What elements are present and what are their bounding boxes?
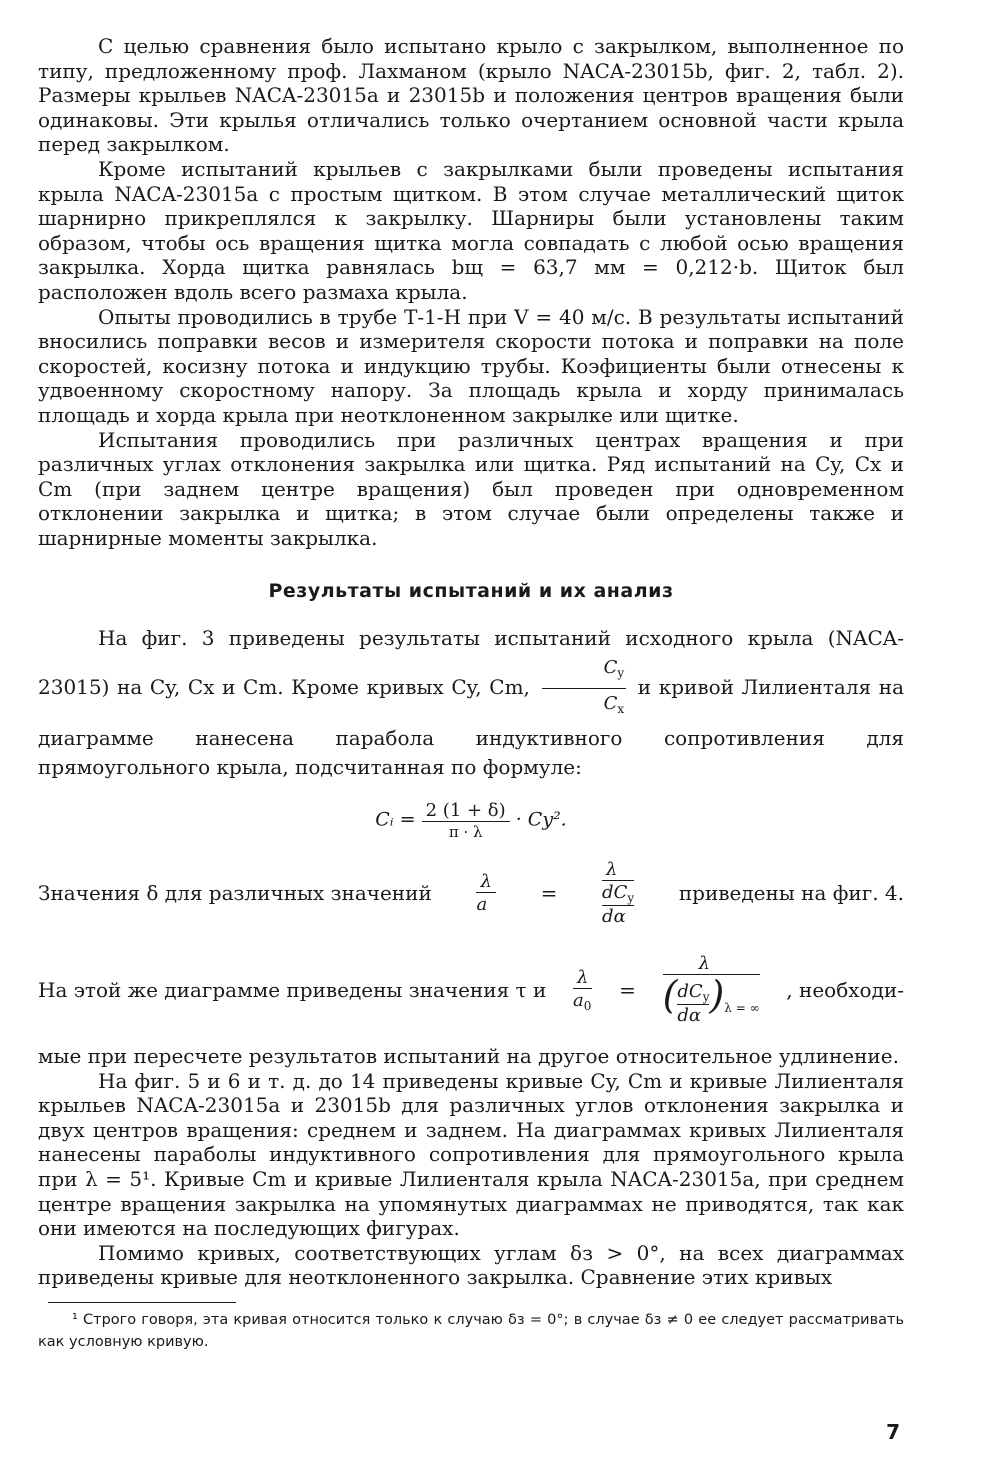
footnote-divider (48, 1302, 236, 1303)
paragraph-tunnel-tests: Опыты проводились в трубе Т-1-Н при V = 40 м/с. В результаты испытаний вносились поправки весов и измерителя скорости потока и поправки на поле скоростей, косизну потока и индукцию трубы. Коэфициенты были отнесены к удвоенному скоростному напору. За площадь крыла и хорду принималась площадь и хорда крыла при неотклоненном закрылке или щитке. (38, 304, 904, 427)
paragraph-flap-tests: Кроме испытаний крыльев с закрылками были проведены испытания крыла NACA-23015a с простым щитком. В этом случае металлический щиток шарнирно прикреплялся к закрылку. Шарниры были установлены таким образом, чтобы ось вращения щитка могла совпадать с любой осью вращения закрылка. Хорда щитка равнялась bщ = 63,7 мм = 0,212·b. Щиток был расположен вдоль всего размаха крыла. (38, 156, 904, 304)
lambda-over-dcy-fraction: λ $dC_y$ dα (602, 859, 635, 928)
section-heading: Результаты испытаний и их анализ (268, 580, 674, 603)
formula-denominator: π · λ (448, 823, 483, 842)
tau-values-line (38, 953, 904, 1026)
delta-line-right: приведены на фиг. 4. (678, 881, 904, 906)
paragraph-comparison: Помимо кривых, соответствующих углам δз > 0°, на всех диаграммах приведены кривые для неотклоненного закрылка. Сравнение этих кривых (38, 1240, 904, 1290)
paragraph-fig5-14: На фиг. 5 и 6 и т. д. до 14 приведены кривые Cy, Cm и кривые Лилиенталя крыльев NACA-23015a и 23015b для различных углов отклонения закрылка и двух центров вращения: среднем и заднем. На диаграммах кривых Лилиенталя нанесены параболы индуктивного сопротивления для прямоугольного крыла при λ = 5¹. Кривые Cm и кривые Лилиенталя крыла NACA-23015a, при среднем центре вращения закрылка на упомянутых диаграммах не приводятся, так как они имеются на последующих фигурах. (38, 1068, 904, 1241)
tau-line-left: На этой же диаграмме приведены значения τ и (38, 977, 547, 1002)
equals-sign: = (540, 881, 558, 906)
formula-lhs: Cᵢ = (375, 808, 416, 831)
equals-sign: = (619, 977, 636, 1002)
delta-values-line (38, 859, 904, 927)
paragraph-rotation-centers: Испытания проводились при различных центрах вращения и при различных углах отклонения закрылка или щитка. Ряд испытаний на Cy, Cx и Cm (при заднем центре вращения) был проведен при одновременном отклонении закрылка и щитка; в этом случае были определены также и шарнирные моменты закрылка. (38, 427, 904, 550)
paragraph-recalc: мые при пересчете результатов испытаний на другое относительное удлинение. (38, 1043, 899, 1068)
formula-numerator: 2 (1 + δ) (422, 800, 510, 822)
tau-line-right: , необходи- (786, 977, 904, 1002)
footnote: ¹ Строго говоря, эта кривая относится только к случаю δз = 0°; в случае δз ≠ 0 ее следует рассматривать как условную кривую. (38, 1311, 904, 1350)
cy-over-cx-fraction: $\frac{C_y}{C_x}$ (542, 653, 627, 724)
paragraph-wing-comparison: С целью сравнения было испытано крыло с закрылком, выполненное по типу, предложенному проф. Лахманом (крыло NACA-23015b, фиг. 2, табл. 2). Размеры крыльев NACA-23015a и 23015b и положения центров вращения были одинаковы. Эти крылья отличались только очертанием основной части крыла перед закрылком. (38, 34, 904, 157)
paragraph-fig3-part-a: На фиг. 3 приведены результаты испытаний исходного крыла (NACA-23015) на Cy, Cx и Cm. Кроме кривых Cy, Cm, (38, 626, 904, 700)
page-number: 7 (886, 1420, 900, 1444)
lambda-over-a0-fraction: $\frac{\lambda}{a_0}$ (573, 966, 592, 1013)
formula-fraction (422, 800, 510, 841)
paragraph-fig3 (38, 624, 904, 782)
lambda-over-a-fraction: $\frac{\lambda}{a}$ (476, 871, 495, 915)
induced-drag-formula (38, 800, 904, 841)
formula-rhs: · Cy². (515, 808, 567, 831)
delta-line-left: Значения δ для различных значений (38, 881, 432, 906)
lambda-over-dcy-inf-fraction: λ ( $dC_y$ dα )$_{\lambda = \infty}$ (662, 953, 760, 1026)
paragraph-fig3-part-b: и кривой Лилиенталя на диаграмме нанесена парабола индуктивного сопротивления для прямоугольного крыла, подсчитанная по формуле: (38, 675, 905, 780)
